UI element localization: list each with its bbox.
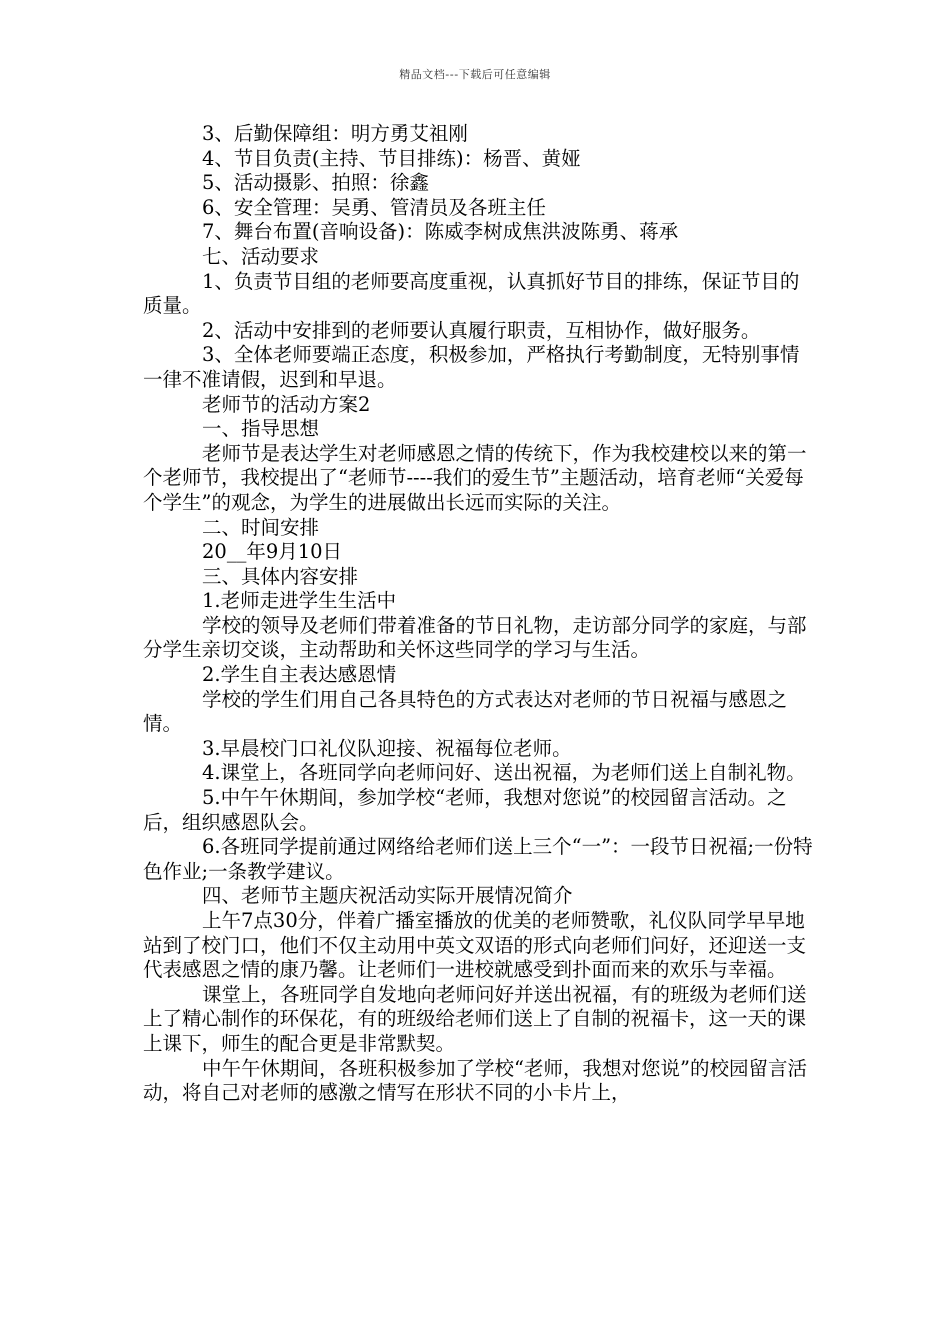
page-header: 精品文档---下载后可任意编辑 (399, 68, 551, 81)
document-body (143, 122, 813, 1106)
paragraph: 7、舞台布置(音响设备)：陈威李树成焦洪波陈勇、蒋承 (202, 220, 679, 244)
paragraph: 老师节是表达学生对老师感恩之情的传统下，作为我校建校以来的第一个老师节，我校提出了“老师节----我们的爱生节”主题活动，培育老师“关爱每个学生”的观念，为学生的进展做出长远而实际的关注。 (143, 441, 807, 514)
paragraph: 中午午休期间，各班积极参加了学校“老师，我想对您说”的校园留言活动，将自己对老师的感激之情写在形状不同的小卡片上， (143, 1056, 807, 1105)
paragraph: 1.老师走进学生生活中 (202, 589, 397, 613)
paragraph: 上午7点30分，伴着广播室播放的优美的老师赞歌，礼仪队同学早早地站到了校门口，他们不仅主动用中英文双语的形式向老师们问好，还迎送一支代表感恩之情的康乃馨。让老师们一进校就感受到扑面而来的欢乐与幸福。 (143, 909, 807, 982)
paragraph: 3.早晨校门口礼仪队迎接、祝福每位老师。 (202, 736, 572, 760)
paragraph: 2、活动中安排到的老师要认真履行职责，互相协作，做好服务。 (202, 318, 761, 342)
paragraph: 4、节目负责(主持、节目排练)：杨晋、黄娅 (202, 146, 581, 170)
section-heading: 一、指导思想 (202, 417, 320, 441)
paragraph: 学校的学生们用自己各具特色的方式表达对老师的节日祝福与感恩之情。 (143, 687, 788, 736)
paragraph: 1、负责节目组的老师要高度重视，认真抓好节目的排练，保证节目的质量。 (143, 269, 800, 318)
paragraph: 5.中午午休期间，参加学校“老师，我想对您说”的校园留言活动。之后，组织感恩队会。 (143, 786, 787, 834)
paragraph: 3、后勤保障组：明方勇艾祖刚 (202, 122, 468, 145)
paragraph: 学校的领导及老师们带着准备的节日礼物，走访部分同学的家庭，与部分学生亲切交谈，主动帮助和关怀这些同学的学习与生活。 (143, 613, 807, 662)
paragraph: 课堂上，各班同学自发地向老师问好并送出祝福，有的班级为老师们送上了精心制作的环保花，有的班级给老师们送上了自制的祝福卡，这一天的课上课下，师生的配合更是非常默契。 (143, 982, 807, 1055)
section-heading: 三、具体内容安排 (202, 564, 359, 588)
paragraph: 5、活动摄影、拍照：徐鑫 (202, 171, 429, 195)
paragraph: 4.课堂上，各班同学向老师问好、送出祝福，为老师们送上自制礼物。 (202, 761, 806, 785)
paragraph: 6、安全管理：吴勇、管清员及各班主任 (202, 195, 546, 219)
paragraph: 20__年9月10日 (202, 540, 343, 564)
section-heading: 二、时间安排 (202, 515, 320, 539)
document-title: 老师节的活动方案2 (202, 392, 371, 416)
paragraph: 6.各班同学提前通过网络给老师们送上三个“一”：一段节日祝福;一份特色作业;一条教学建议。 (143, 835, 813, 883)
paragraph: 3、全体老师要端正态度，积极参加，严格执行考勤制度，无特别事情一律不准请假，迟到和早退。 (143, 343, 800, 391)
section-heading: 四、老师节主题庆祝活动实际开展情况简介 (202, 884, 573, 908)
paragraph: 2.学生自主表达感恩情 (202, 663, 397, 687)
section-heading: 七、活动要求 (202, 244, 320, 268)
